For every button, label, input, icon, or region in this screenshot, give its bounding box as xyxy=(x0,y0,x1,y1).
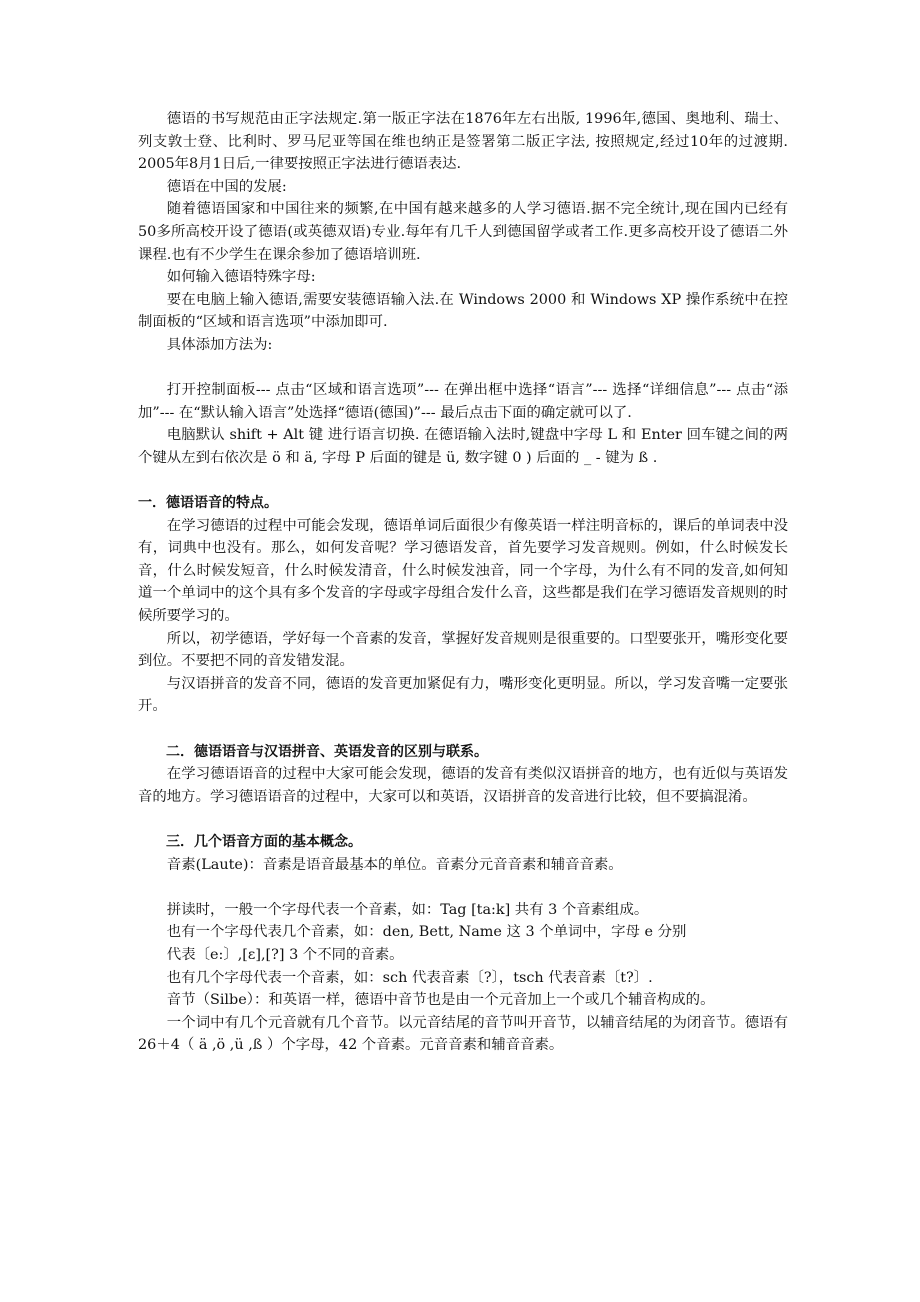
paragraph-method-steps: 打开控制面板--- 点击“区域和语言选项”--- 在弹出框中选择“语言”--- 选择“详细信息”--- 点击“添加”--- 在“默认输入语言”处选择“德语(德国)”--- 最后点击下面的确定就可以了. xyxy=(138,382,788,421)
section-heading-3: 三．几个语音方面的基本概念。 xyxy=(166,834,362,850)
paragraph-pronunciation-rules: 在学习德语的过程中可能会发现，德语单词后面很少有像英语一样注明音标的，课后的单词表中没有，词典中也没有。那么，如何发音呢？学习德语发音，首先要学习发音规则。例如，什么时候发长音，什么时候发短音，什么时候发清音，什么时候发浊音，同一个字母，为什么有不同的发音,如何知道一个单词中的这个具有多个发音的字母或字母组合发什么音，这些都是我们在学习德语发音规则的时候所要学习的。 xyxy=(138,517,788,625)
paragraph-china-development: 随着德语国家和中国往来的频繁,在中国有越来越多的人学习德语.据不完全统计,现在国内已经有50多所高校开设了德语(或英德双语)专业.每年有几千人到德国留学或者工作.更多高校开设了德语二外课程.也有不少学生在课余参加了德语培训班. xyxy=(138,201,788,263)
paragraph-syllable: 音节（Silbe）：和英语一样，德语中音节也是由一个元音加上一个或几个辅音构成的。 xyxy=(166,992,715,1009)
paragraph-method-heading: 具体添加方法为: xyxy=(166,336,273,353)
paragraph-input-method: 要在电脑上输入德语,需要安装德语输入法.在 Windows 2000 和 Windows XP 操作系统中在控制面板的“区域和语言选项”中添加即可. xyxy=(138,291,788,331)
paragraph-spelling: 拼读时，一般一个字母代表一个音素，如：Tag [ta:k] 共有 3 个音素组成。 xyxy=(166,901,649,918)
blank-line xyxy=(138,808,788,831)
section-heading-1: 一．德语语音的特点。 xyxy=(138,495,278,512)
paragraph-multiple-phonemes-cont: 代表〔e:〕,[ɛ],[?] 3 个不同的音素。 xyxy=(166,946,404,963)
paragraph-multiple-phonemes: 也有一个字母代表几个音素，如：den, Bett, Name 这 3 个单词中，字母 e 分别 xyxy=(166,924,687,941)
paragraph-comparison: 在学习德语语音的过程中大家可能会发现，德语的发音有类似汉语拼音的地方，也有近似与英语发音的地方。学习德语语音的过程中，大家可以和英语，汉语拼音的发音进行比较，但不要搞混淆。 xyxy=(138,766,788,805)
paragraph-open-closed-syllables: 一个词中有几个元音就有几个音节。以元音结尾的音节叫开音节，以辅音结尾的为闭音节。德语有 26＋4（ ä ,ö ,ü ,ß ）个字母，42 个音素。元音音素和辅音音素。 xyxy=(138,1014,788,1054)
blank-line xyxy=(138,357,788,380)
paragraph-input-heading: 如何输入德语特殊字母: xyxy=(166,269,316,286)
paragraph-phoneme: 音素(Laute)：音素是语音最基本的单位。音素分元音音素和辅音音素。 xyxy=(166,856,623,873)
document-body xyxy=(138,108,788,1057)
paragraph-letter-groups: 也有几个字母代表一个音素，如：sch 代表音素〔?〕，tsch 代表音素〔t?〕. xyxy=(166,969,653,986)
blank-line xyxy=(138,876,788,899)
blank-line xyxy=(138,470,788,493)
section-heading-2: 二．德语语音与汉语拼音、英语发音的区别与联系。 xyxy=(166,743,488,760)
paragraph-beginners: 所以，初学德语，学好每一个音素的发音，掌握好发音规则是很重要的。口型要张开，嘴形变化要到位。不要把不同的音发错发混。 xyxy=(138,630,788,670)
blank-line xyxy=(138,718,788,741)
paragraph-mouth-shape: 与汉语拼音的发音不同，德语的发音更加紧促有力，嘴形变化更明显。所以，学习发音嘴一定要张开。 xyxy=(138,675,788,715)
paragraph-china-heading: 德语在中国的发展: xyxy=(166,178,287,195)
paragraph-keyboard: 电脑默认 shift + Alt 键 进行语言切换. 在德语输入法时,键盘中字母 L 和 Enter 回车键之间的两个键从左到右依次是 ö 和 ä, 字母 P 后面的键是 ü, 数字键 0 ) 后面的 _ - 键为 ß . xyxy=(138,427,788,466)
paragraph-orthography: 德语的书写规范由正字法规定.第一版正字法在1876年左右出版, 1996年,德国、奥地利、瑞士、列支敦士登、比利时、罗马尼亚等国在维也纳正是签署第二版正字法, 按照规定,经过10年的过渡期. 2005年8月1日后,一律要按照正字法进行德语表达. xyxy=(138,111,788,173)
